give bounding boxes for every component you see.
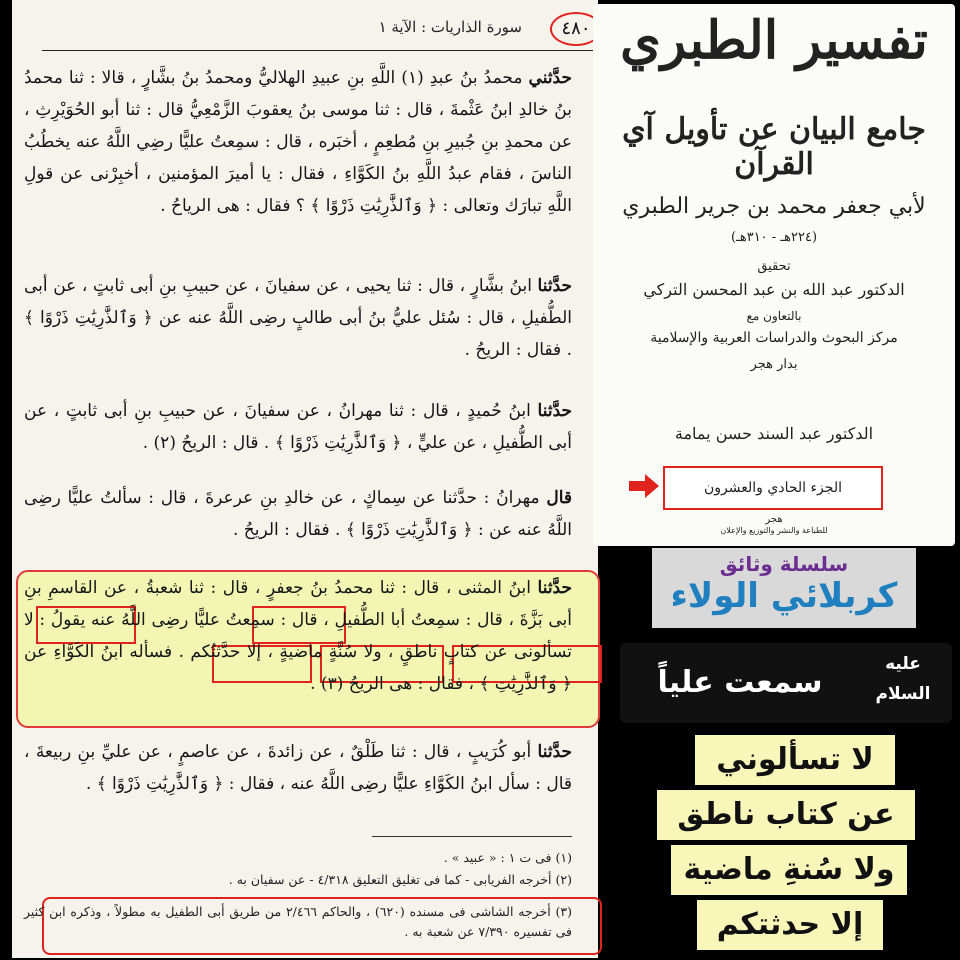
quote-line-3: ولا سُنةِ ماضية [671,845,907,895]
quote-block [657,727,915,957]
footnote-1: (١) فى ت ١ : « عبيد » . [443,850,572,865]
quote-line-4: إلا حدثتكم [697,900,883,950]
logo-series-label: سلسلة وثائق [719,552,849,576]
cover-tahqiq-label: تحقيق [757,259,791,274]
cover-volume: الجزء الحادي والعشرون [663,466,883,510]
paragraph-6: حدَّثنا أبو كُرَيبٍ ، قال : ثنا طَلْقٌ ، عن زائدةَ ، عن عاصمٍ ، عن عليِّ بنِ ربيعةَ ، قال : سأل ابنُ الكَوَّاءِ عليًّا رضِى اللَّهُ عنه ، فقال : ﴿ وَٱلذَّٰرِيَٰتِ ذَرْوًا ﴾ . [24,742,573,794]
surah-header: سورة الذاريات : الآية ١ [378,18,522,36]
footnote-2: (٢) أخرجه الفريابى - كما فى تغليق التعليق ٤/٣١٨ - عن سفيان به . [228,872,572,887]
cover-author: لأبي جعفر محمد بن جرير الطبري [622,194,926,219]
cover-second-editor: الدكتور عبد السند حسن يمامة [674,424,874,443]
banner-honorific-line-1: عليه [885,654,921,674]
header-divider [42,50,602,51]
cover-subtitle: جامع البيان عن تأويل آي القرآن [622,112,926,182]
page-number: ٤٨٠ [550,12,602,46]
paragraph-4: قال مهرانُ : حدَّثنا عن سِماكٍ ، عن خالدِ بنِ عرعرةَ ، قال : سألتُ عليًّا رضِى اللَّهُ عنه عن : ﴿ وَٱلذَّٰرِيَٰتِ ذَرْوًا ﴾ . فقال : الريحُ . [24,488,573,540]
cover-imprint: هجر [765,514,783,525]
paragraph-2: حدَّثنا ابنُ بشَّارٍ ، قال : ثنا يحيى ، عن سفيانَ ، عن حبيبِ بنِ أبى ثابتٍ ، عن أبى الطُّفيلِ ، قال : سُئل عليُّ بنُ أبى طالبٍ رضِى اللَّهُ عنه عن ﴿ وَٱلذَّٰرِيَٰتِ ذَرْوًا ﴾ . فقال : الريحُ . [24,276,573,360]
paragraph-5-highlighted: حدَّثنا ابنُ المثنى ، قال : ثنا محمدُ بنُ جعفرٍ ، قال : ثنا شعبةُ ، عن القاسمِ بنِ أبى بَزَّةَ ، قال : سمِعتُ أبا الطُّفيلِ ، قال : سمِعتُ عليًّا رضِى اللَّهُ عنه يقولُ : لا تسألونى عن كتابٍ ناطقٍ ، ولا سُنَّةٍ ماضيةٍ ، إلا حدَّثتُكم . فسأله ابنُ الكَوَّاءِ عن ﴿ وَٱلذَّٰرِيَٰتِ ﴾ ، فقال : هى الريحُ (٣) . [24,578,572,694]
cover-imprint-subtitle: للطباعة والنشر والتوزيع والإعلان [720,526,828,535]
banner-main-text: سمعت علياً [657,665,823,700]
quote-banner [620,643,952,723]
cover-research-center: مركز البحوث والدراسات العربية والإسلامية [650,330,898,346]
cover-dates: (٢٢٤هـ - ٣١٠هـ) [730,230,818,245]
page-header [42,8,602,48]
cover-title: تفسير الطبري [620,10,928,71]
cover-editor: الدكتور عبد الله بن عبد المحسن التركي [643,280,905,299]
red-arrow-icon [629,474,659,498]
banner-honorific [860,649,946,709]
book-page [12,0,598,958]
book-cover [593,4,955,546]
cover-collab-label: بالتعاون مع [746,309,802,323]
paragraph-1: حدَّثني محمدُ بنُ عبدِ (١) اللَّهِ بنِ عبيدِ الهلاليُّ ومحمدُ بنُ بشَّارٍ ، قالا : ثنا محمدُ بنُ خالدِ ابنُ عَثْمةَ ، قال : ثنا موسى بنُ يعقوبَ الزَّمْعِيُّ قال : ثنا أبو الحُوَيْرِثِ ، عن محمدِ بنِ جُبيرِ بنِ مُطعِمٍ ، أخبَره ، قال : سمِعتُ عليًّا رضِي اللَّهُ عنه يخطُبُ الناسَ ، فقام عبدُ اللَّهِ بنُ الكَوَّاءِ ، فقال : يا أميرَ المؤمنين ، أخبِرْنى عن قولِ اللَّهِ تبارَك وتعالى : ﴿ وَٱلذَّٰرِيَٰتِ ذَرْوًا ﴾ ؟ فقال : هى الرياحُ . [24,68,572,216]
logo-main-text: كربلائي الولاء [670,576,898,616]
paragraph-3: حدَّثنا ابنُ حُميدٍ ، قال : ثنا مهرانُ ، عن سفيانَ ، عن حبيبِ بنِ أبى ثابتٍ ، عن أبى الطُّفيلِ ، عن عليٍّ ، ﴿ وَٱلذَّٰرِيَٰتِ ذَرْوًا ﴾ . قال : الريحُ (٢) . [24,401,573,453]
footnote-3: (٣) أخرجه الشاشى فى مسنده (٦٢٠) ، والحاكم ٢/٤٦٦ من طريق أبى الطفيل به مطولاً ، وذكره ابن كثير فى تفسيره ٧/٣٩٠ عن شعبة به . [24,904,573,939]
banner-honorific-line-2: السلام [875,684,931,704]
footnote-divider [372,836,572,837]
quote-line-2: عن كتاب ناطق [657,790,915,840]
quote-line-1: لا تسألوني [695,735,895,785]
series-logo [652,548,916,628]
cover-publisher: بدار هجر [750,357,798,372]
